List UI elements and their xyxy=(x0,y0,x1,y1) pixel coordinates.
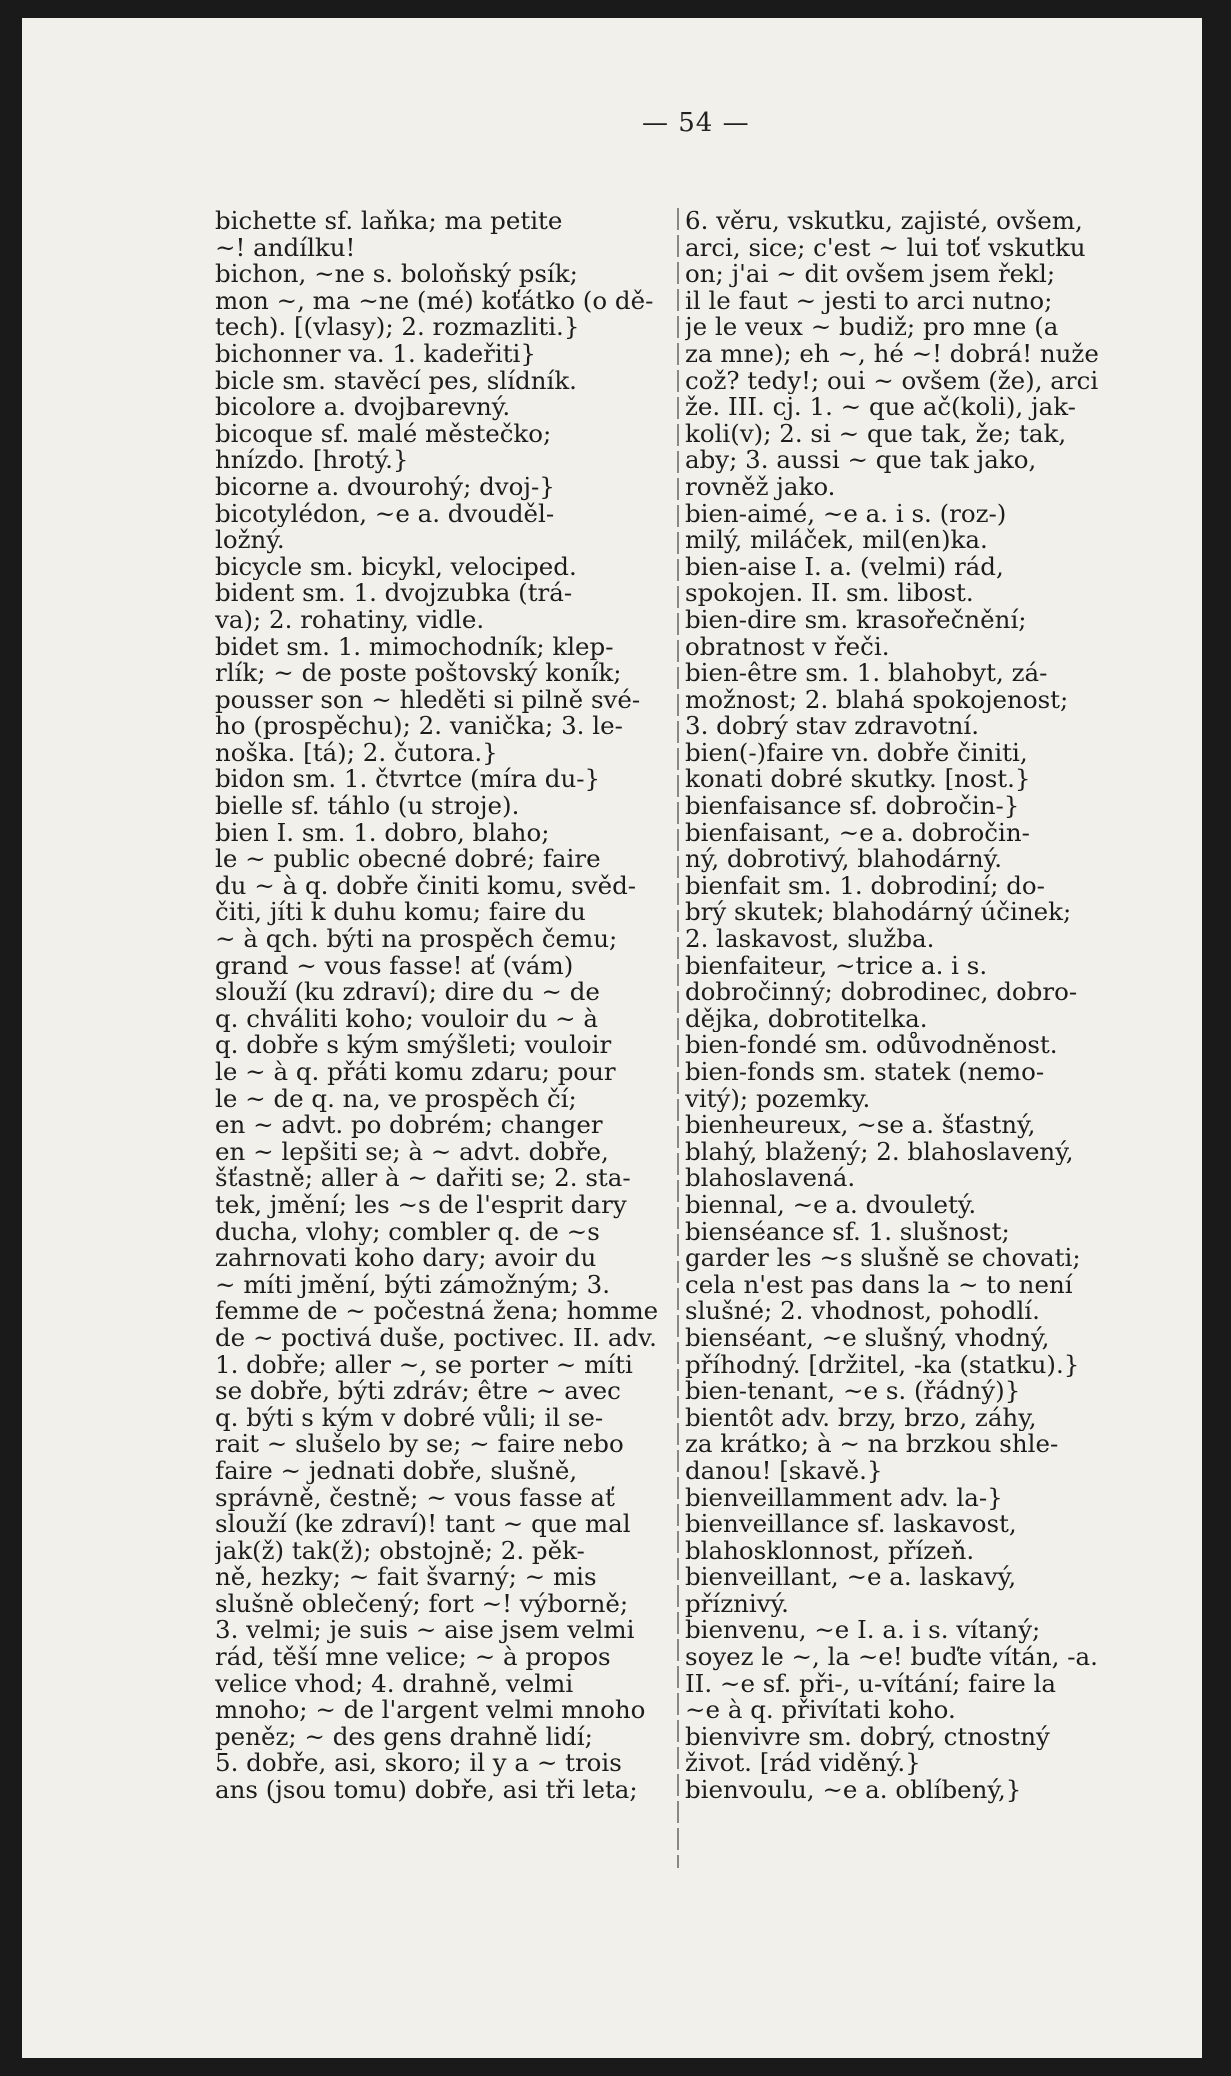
left-column xyxy=(215,208,670,1804)
dictionary-line: slouží (ke zdraví)! tant ~ que mal xyxy=(215,1511,631,1538)
dictionary-line: le ~ à q. přáti komu zdaru; pour xyxy=(215,1059,616,1086)
dictionary-line: rovněž jako. xyxy=(685,473,836,501)
dictionary-line: ložný. xyxy=(215,527,285,554)
dictionary-line: příhodný. [držitel, -ka (statku).} xyxy=(685,1351,1080,1379)
dictionary-line: mon ~, ma ~ne (mé) koťátko (o dě- xyxy=(215,287,654,315)
dictionary-line: va); 2. rohatiny, vidle. xyxy=(215,606,485,634)
dictionary-line: příznivý. xyxy=(685,1590,789,1618)
dictionary-line: bicycle sm. bicykl, velociped. xyxy=(215,553,577,581)
dictionary-line: bicle sm. stavěcí pes, slídník. xyxy=(215,367,577,395)
dictionary-line: biennal, ~e a. dvouletý. xyxy=(685,1191,977,1219)
dictionary-line: 3. velmi; je suis ~ aise jsem velmi xyxy=(215,1617,635,1645)
dictionary-line: il le faut ~ jesti to arci nutno; xyxy=(685,287,1053,315)
dictionary-line: tech). [(vlasy); 2. rozmazliti.} xyxy=(215,314,580,341)
dictionary-line: bienvenu, ~e I. a. i s. vítaný; xyxy=(685,1617,1041,1645)
dictionary-line: noška. [tá); 2. čutora.} xyxy=(215,739,498,767)
dictionary-line: slouží (ku zdraví); dire du ~ de xyxy=(215,979,600,1006)
dictionary-line: slušné; 2. vhodnost, pohodlí. xyxy=(685,1298,1040,1325)
dictionary-line: čiti, jíti k duhu komu; faire du xyxy=(215,899,586,927)
dictionary-line: bien-fondé sm. odůvodněnost. xyxy=(685,1032,1058,1059)
dictionary-line: bicorne a. dvourohý; dvoj-} xyxy=(215,473,555,501)
dictionary-line: du ~ à q. dobře činiti komu, svěd- xyxy=(215,872,637,900)
dictionary-line: q. chváliti koho; vouloir du ~ à xyxy=(215,1005,598,1033)
dictionary-line: je le veux ~ budiž; pro mne (a xyxy=(685,314,1059,341)
dictionary-line: za krátko; à ~ na brzkou shle- xyxy=(685,1431,1059,1458)
dictionary-line: soyez le ~, la ~e! buďte vítán, -a. xyxy=(685,1644,1098,1671)
dictionary-line: život. [rád viděný.} xyxy=(685,1750,921,1778)
dictionary-line: bientôt adv. brzy, brzo, záhy, xyxy=(685,1404,1037,1432)
dictionary-line: ~e à q. přivítati koho. xyxy=(685,1697,956,1724)
dictionary-line: aby; 3. aussi ~ que tak jako, xyxy=(685,447,1037,474)
dictionary-line: en ~ lepšiti se; à ~ advt. dobře, xyxy=(215,1138,609,1166)
dictionary-line: obratnost v řeči. xyxy=(685,633,890,661)
dictionary-line: bien-aimé, ~e a. i s. (roz-) xyxy=(685,500,1007,528)
dictionary-line: le ~ public obecné dobré; faire xyxy=(215,846,601,873)
dictionary-line: blahý, blažený; 2. blahoslavený, xyxy=(685,1138,1074,1166)
dictionary-line: správně, čestně; ~ vous fasse ať xyxy=(215,1484,615,1512)
dictionary-line: jak(ž) tak(ž); obstojně; 2. pěk- xyxy=(215,1537,585,1565)
dictionary-line: bienfaisance sf. dobročin-} xyxy=(685,793,1020,820)
dictionary-line: ho (prospěchu); 2. vanička; 3. le- xyxy=(215,713,623,740)
dictionary-line: en ~ advt. po dobrém; changer xyxy=(215,1112,603,1139)
dictionary-line: ný, dobrotivý, blahodárný. xyxy=(685,846,1003,873)
dictionary-line: bident sm. 1. dvojzubka (trá- xyxy=(215,580,573,607)
dictionary-line: 5. dobře, asi, skoro; il y a ~ trois xyxy=(215,1750,622,1778)
dictionary-line: bien-tenant, ~e s. (řádný)} xyxy=(685,1378,1021,1405)
dictionary-line: peněz; ~ des gens drahně lidí; xyxy=(215,1723,593,1751)
dictionary-line: dějka, dobrotitelka. xyxy=(685,1005,928,1033)
dictionary-line: bien-aise I. a. (velmi) rád, xyxy=(685,553,1004,581)
dictionary-line: že. III. cj. 1. ~ que ač(koli), jak- xyxy=(685,394,1076,421)
dictionary-line: tek, jmění; les ~s de l'esprit dary xyxy=(215,1191,627,1219)
dictionary-line: spokojen. II. sm. libost. xyxy=(685,580,974,607)
dictionary-line: femme de ~ počestná žena; homme xyxy=(215,1298,659,1325)
dictionary-line: bienfaisant, ~e a. dobročin- xyxy=(685,819,1030,847)
dictionary-line: koli(v); 2. si ~ que tak, že; tak, xyxy=(685,420,1067,448)
dictionary-line: cela n'est pas dans la ~ to není xyxy=(685,1271,1073,1299)
dictionary-line: blahoslavená. xyxy=(685,1165,856,1192)
dictionary-line: zahrnovati koho dary; avoir du xyxy=(215,1245,597,1272)
dictionary-line: bichon, ~ne s. boloňský psík; xyxy=(215,261,578,288)
dictionary-line: q. býti s kým v dobré vůli; il se- xyxy=(215,1404,604,1432)
dictionary-line: rait ~ slušelo by se; ~ faire nebo xyxy=(215,1431,624,1458)
dictionary-line: bien-dire sm. krasořečnění; xyxy=(685,606,1027,634)
dictionary-line: bien-être sm. 1. blahobyt, zá- xyxy=(685,660,1048,687)
dictionary-line: což? tedy!; oui ~ ovšem (že), arci xyxy=(685,367,1099,395)
dictionary-line: ~ à qch. býti na prospěch čemu; xyxy=(215,926,618,953)
dictionary-line: le ~ de q. na, ve prospěch čí; xyxy=(215,1085,577,1113)
dictionary-line: ~ míti jmění, býti zámožným; 3. xyxy=(215,1271,611,1299)
right-column xyxy=(685,208,1140,1804)
dictionary-line: bienvoulu, ~e a. oblíbený,} xyxy=(685,1777,1022,1804)
dictionary-line: on; j'ai ~ dit ovšem jsem řekl; xyxy=(685,261,1056,288)
dictionary-line: 3. dobrý stav zdravotní. xyxy=(685,713,980,740)
dictionary-line: 1. dobře; aller ~, se porter ~ míti xyxy=(215,1351,633,1379)
dictionary-line: ně, hezky; ~ fait švarný; ~ mis xyxy=(215,1564,597,1591)
dictionary-line: bien I. sm. 1. dobro, blaho; xyxy=(215,819,550,847)
dictionary-line: garder les ~s slušně se chovati; xyxy=(685,1245,1081,1272)
dictionary-line: bicolore a. dvojbarevný. xyxy=(215,394,511,421)
dictionary-line: bicotylédon, ~e a. dvouděl- xyxy=(215,500,555,528)
dictionary-line: pousser son ~ hleděti si pilně své- xyxy=(215,686,641,714)
dictionary-line: de ~ poctivá duše, poctivec. II. adv. xyxy=(215,1324,657,1352)
dictionary-line: bien-fonds sm. statek (nemo- xyxy=(685,1059,1045,1086)
dictionary-line: vitý); pozemky. xyxy=(685,1085,871,1113)
dictionary-line: arci, sice; c'est ~ lui toť vskutku xyxy=(685,234,1086,262)
dictionary-line: milý, miláček, mil(en)ka. xyxy=(685,527,988,554)
dictionary-line: konati dobré skutky. [nost.} xyxy=(685,766,1031,794)
dictionary-line: slušně oblečený; fort ~! výborně; xyxy=(215,1590,629,1618)
dictionary-line: q. dobře s kým smýšleti; vouloir xyxy=(215,1032,612,1059)
dictionary-line: grand ~ vous fasse! ať (vám) xyxy=(215,952,574,980)
dictionary-line: bienveillant, ~e a. laskavý, xyxy=(685,1564,1017,1591)
dictionary-line: blahosklonnost, přízeň. xyxy=(685,1537,975,1565)
dictionary-line: hnízdo. [hrotý.} xyxy=(215,447,409,474)
dictionary-line: bienséant, ~e slušný, vhodný, xyxy=(685,1324,1050,1352)
dictionary-line: dobročinný; dobrodinec, dobro- xyxy=(685,979,1078,1006)
column-divider xyxy=(677,208,679,1868)
dictionary-line: bidet sm. 1. mimochodník; klep- xyxy=(215,633,614,661)
dictionary-line: bicoque sf. malé městečko; xyxy=(215,420,552,448)
dictionary-line: danou! [skavě.} xyxy=(685,1457,883,1485)
dictionary-line: možnost; 2. blahá spokojenost; xyxy=(685,686,1069,714)
dictionary-line: bielle sf. táhlo (u stroje). xyxy=(215,793,520,820)
page-number: — 54 — xyxy=(642,108,750,138)
dictionary-line: faire ~ jednati dobře, slušně, xyxy=(215,1457,578,1485)
dictionary-line: II. ~e sf. při-, u-vítání; faire la xyxy=(685,1670,1056,1698)
dictionary-line: bienséance sf. 1. slušnost; xyxy=(685,1218,1010,1246)
dictionary-line: rlík; ~ de poste poštovský koník; xyxy=(215,660,622,687)
dictionary-line: bienveillance sf. laskavost, xyxy=(685,1511,1017,1538)
dictionary-line: velice vhod; 4. drahně, velmi xyxy=(215,1670,574,1698)
dictionary-line: brý skutek; blahodárný účinek; xyxy=(685,899,1072,927)
dictionary-line: bienfait sm. 1. dobrodiní; do- xyxy=(685,872,1045,900)
dictionary-line: ~! andílku! xyxy=(215,234,356,262)
dictionary-line: bienvivre sm. dobrý, ctnostný xyxy=(685,1723,1050,1751)
dictionary-line: bichonner va. 1. kadeřiti} xyxy=(215,340,536,368)
dictionary-line: 6. věru, vskutku, zajisté, ovšem, xyxy=(685,208,1083,235)
dictionary-line: za mne); eh ~, hé ~! dobrá! nuže xyxy=(685,340,1099,368)
dictionary-line: bidon sm. 1. čtvrtce (míra du-} xyxy=(215,766,601,794)
dictionary-line: ducha, vlohy; combler q. de ~s xyxy=(215,1218,600,1246)
dictionary-line: se dobře, býti zdráv; être ~ avec xyxy=(215,1378,621,1405)
dictionary-line: bienheureux, ~se a. šťastný, xyxy=(685,1112,1036,1139)
dictionary-line: šťastně; aller à ~ dařiti se; 2. sta- xyxy=(215,1165,631,1192)
dictionary-line: bichette sf. laňka; ma petite xyxy=(215,208,563,235)
dictionary-line: 2. laskavost, služba. xyxy=(685,926,935,953)
dictionary-line: rád, těší mne velice; ~ à propos xyxy=(215,1644,611,1671)
dictionary-line: bien(-)faire vn. dobře činiti, xyxy=(685,739,1028,767)
dictionary-page xyxy=(22,18,1202,2058)
dictionary-line: ans (jsou tomu) dobře, asi tři leta; xyxy=(215,1777,638,1804)
dictionary-line: bienveillamment adv. la-} xyxy=(685,1484,1003,1512)
dictionary-line: bienfaiteur, ~trice a. i s. xyxy=(685,952,988,980)
dictionary-line: mnoho; ~ de l'argent velmi mnoho xyxy=(215,1697,646,1724)
